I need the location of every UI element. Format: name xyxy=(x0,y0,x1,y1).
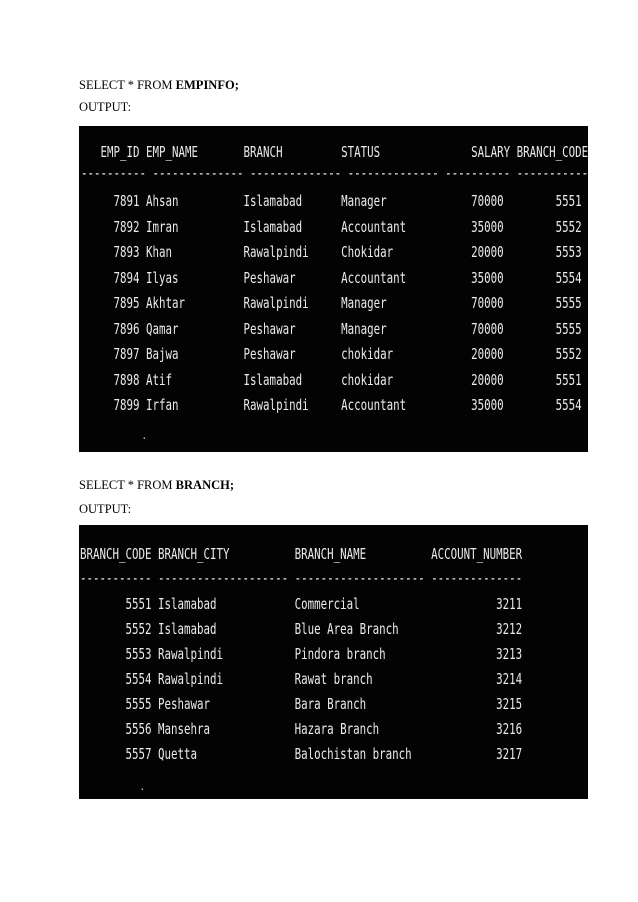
branch-row: 5555 Peshawar Bara Branch 3215 xyxy=(80,695,523,713)
empinfo-header-row: EMP_ID EMP_NAME BRANCH STATUS SALARY BRANCH_CODE xyxy=(81,143,589,161)
query2-table: BRANCH; xyxy=(175,478,235,492)
query2-prefix: SELECT * FROM xyxy=(79,478,176,492)
empinfo-row: 7895 Akhtar Rawalpindi Manager 70000 5555 xyxy=(81,294,582,312)
empinfo-row: 7892 Imran Islamabad Accountant 35000 5552 xyxy=(81,218,582,236)
branch-row: 5556 Mansehra Hazara Branch 3216 xyxy=(80,720,523,738)
empinfo-row: 7898 Atif Islamabad chokidar 20000 5551 xyxy=(81,371,582,389)
query2-text xyxy=(79,478,234,493)
query1-output-label: OUTPUT: xyxy=(79,100,132,114)
empinfo-row: 7891 Ahsan Islamabad Manager 70000 5551 xyxy=(81,192,582,210)
empinfo-row: 7894 Ilyas Peshawar Accountant 35000 5554 xyxy=(81,269,582,287)
query2-output-label: OUTPUT: xyxy=(79,502,132,516)
empinfo-separator: ---------- -------------- -------------- -------------- ---------- ----------- xyxy=(81,164,589,182)
empinfo-row: 7899 Irfan Rawalpindi Accountant 35000 5554 xyxy=(81,396,582,414)
query1-table: EMPINFO; xyxy=(175,78,239,92)
query1-prefix: SELECT * FROM xyxy=(79,78,176,92)
branch-row: 5551 Islamabad Commercial 3211 xyxy=(80,595,523,613)
cursor-fragment: · xyxy=(139,783,146,796)
query1-text xyxy=(79,78,239,93)
empinfo-row: 7896 Qamar Peshawar Manager 70000 5555 xyxy=(81,320,582,338)
branch-row: 5557 Quetta Balochistan branch 3217 xyxy=(80,745,523,763)
branch-row: 5552 Islamabad Blue Area Branch 3212 xyxy=(80,620,523,638)
empinfo-row: 7897 Bajwa Peshawar chokidar 20000 5552 xyxy=(81,345,582,363)
branch-separator: ----------- -------------------- -------------------- -------------- xyxy=(80,569,523,587)
branch-header-row: BRANCH_CODE BRANCH_CITY BRANCH_NAME ACCOUNT_NUMBER xyxy=(80,545,523,563)
branch-output-screenshot xyxy=(79,525,588,799)
cursor-fragment: · xyxy=(141,432,148,445)
empinfo-output-screenshot xyxy=(79,126,588,452)
branch-row: 5553 Rawalpindi Pindora branch 3213 xyxy=(80,645,523,663)
branch-row: 5554 Rawalpindi Rawat branch 3214 xyxy=(80,670,523,688)
empinfo-row: 7893 Khan Rawalpindi Chokidar 20000 5553 xyxy=(81,243,582,261)
